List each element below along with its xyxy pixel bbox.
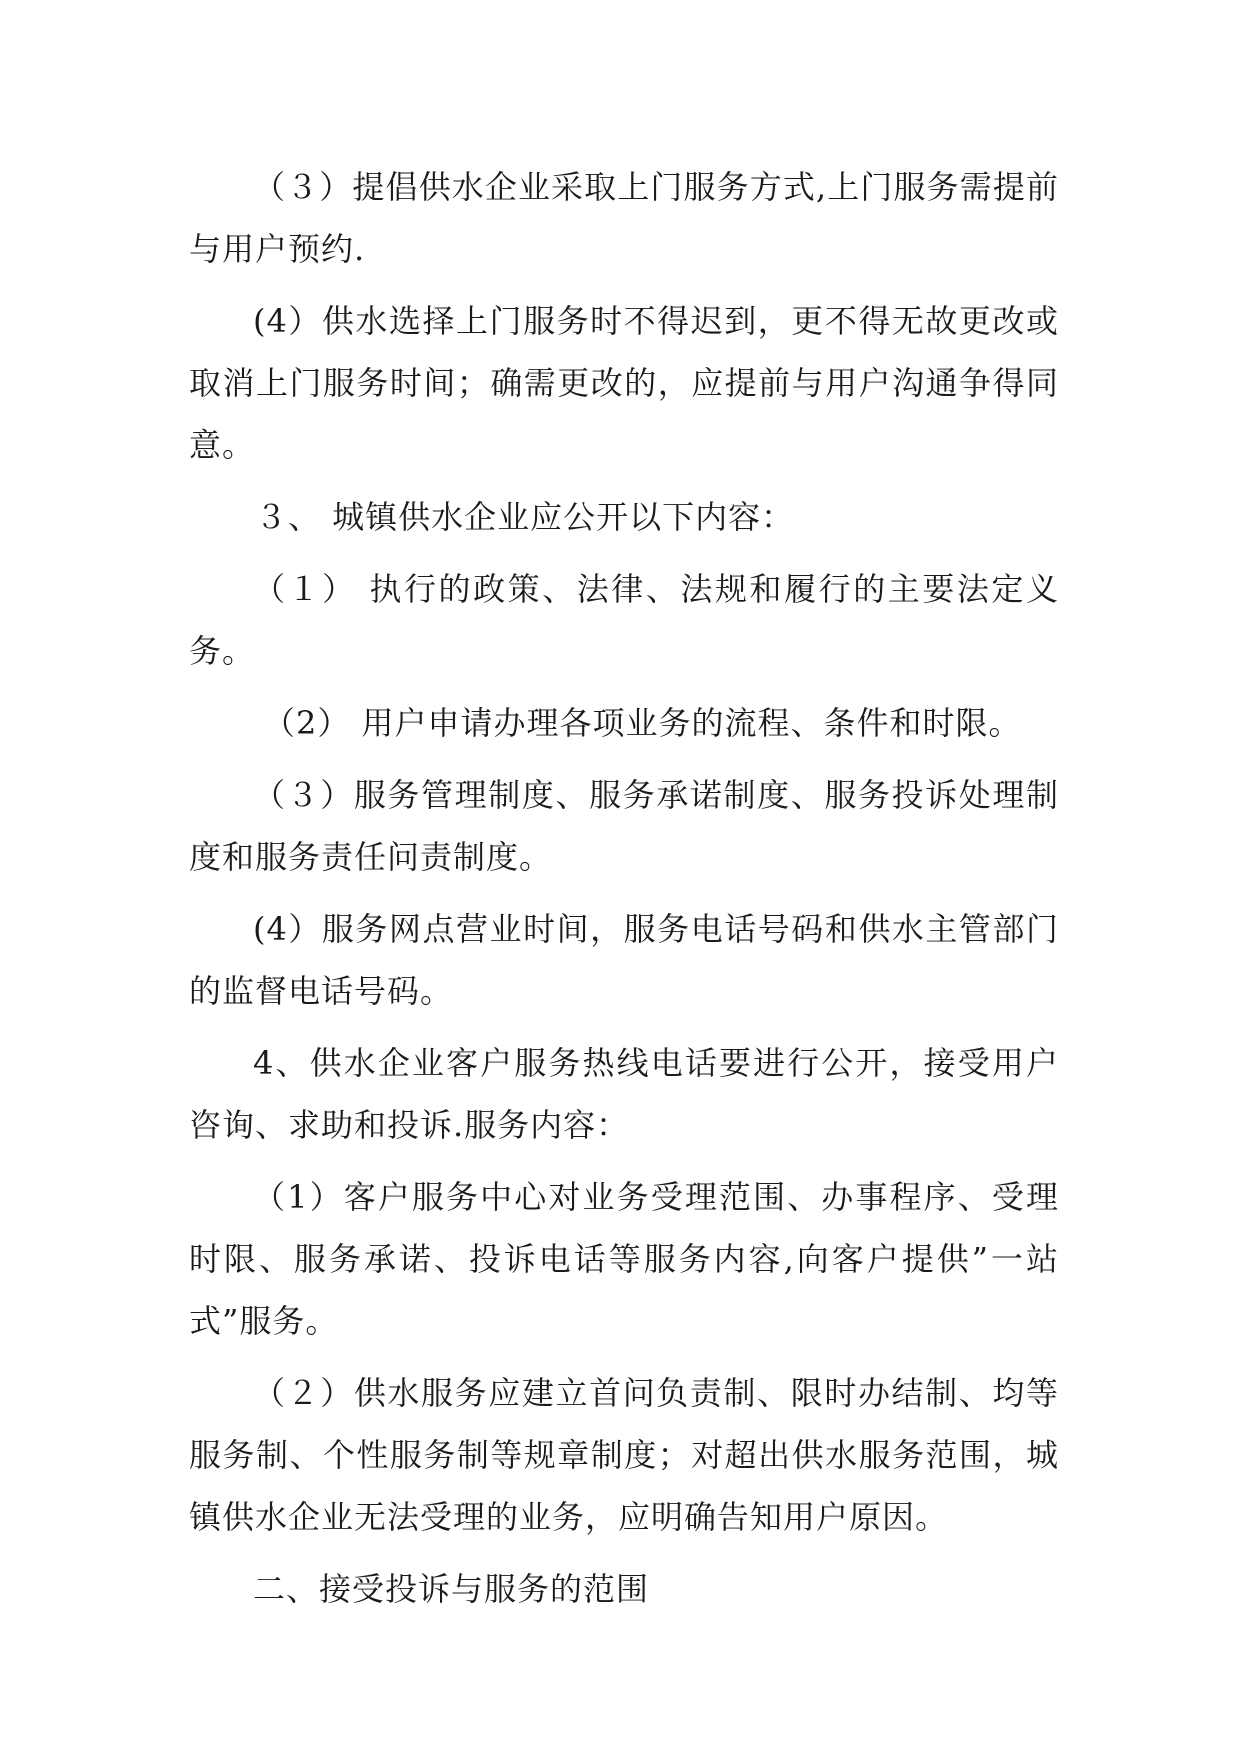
document-body: [189, 156, 1059, 1630]
paragraph-hotline-1: （1）客户服务中心对业务受理范围、办事程序、受理时限、服务承诺、投诉电话等服务内容,向客户提供”一站式”服务。: [189, 1178, 1059, 1340]
paragraph-item-4-punctuality: (4）供水选择上门服务时不得迟到，更不得无故更改或取消上门服务时间；确需更改的，应提前与用户沟通争得同意。: [189, 302, 1059, 464]
paragraph-item-3-onsite-service: （３）提倡供水企业采取上门服务方式,上门服务需提前与用户预约.: [189, 168, 1059, 268]
paragraph-hotline-2: （２）供水服务应建立首问负责制、限时办结制、均等服务制、个性服务制等规章制度；对超出供水服务范围，城镇供水企业无法受理的业务，应明确告知用户原因。: [189, 1374, 1059, 1536]
paragraph-disclosure-1: （１） 执行的政策、法律、法规和履行的主要法定义务。: [189, 570, 1059, 670]
paragraph-disclosure-3: （３）服务管理制度、服务承诺制度、服务投诉处理制度和服务责任问责制度。: [189, 776, 1059, 876]
paragraph-disclosure-4: (4）服务网点营业时间，服务电话号码和供水主管部门的监督电话号码。: [189, 910, 1059, 1010]
paragraph-disclosure-2: （2） 用户申请办理各项业务的流程、条件和时限。: [263, 704, 1022, 742]
section-3-heading: ３、 城镇供水企业应公开以下内容：: [255, 498, 795, 536]
section-two-heading: 二、接受投诉与服务的范围: [253, 1570, 650, 1608]
section-4-hotline: 4、供水企业客户服务热线电话要进行公开，接受用户咨询、求助和投诉.服务内容：: [189, 1044, 1059, 1144]
